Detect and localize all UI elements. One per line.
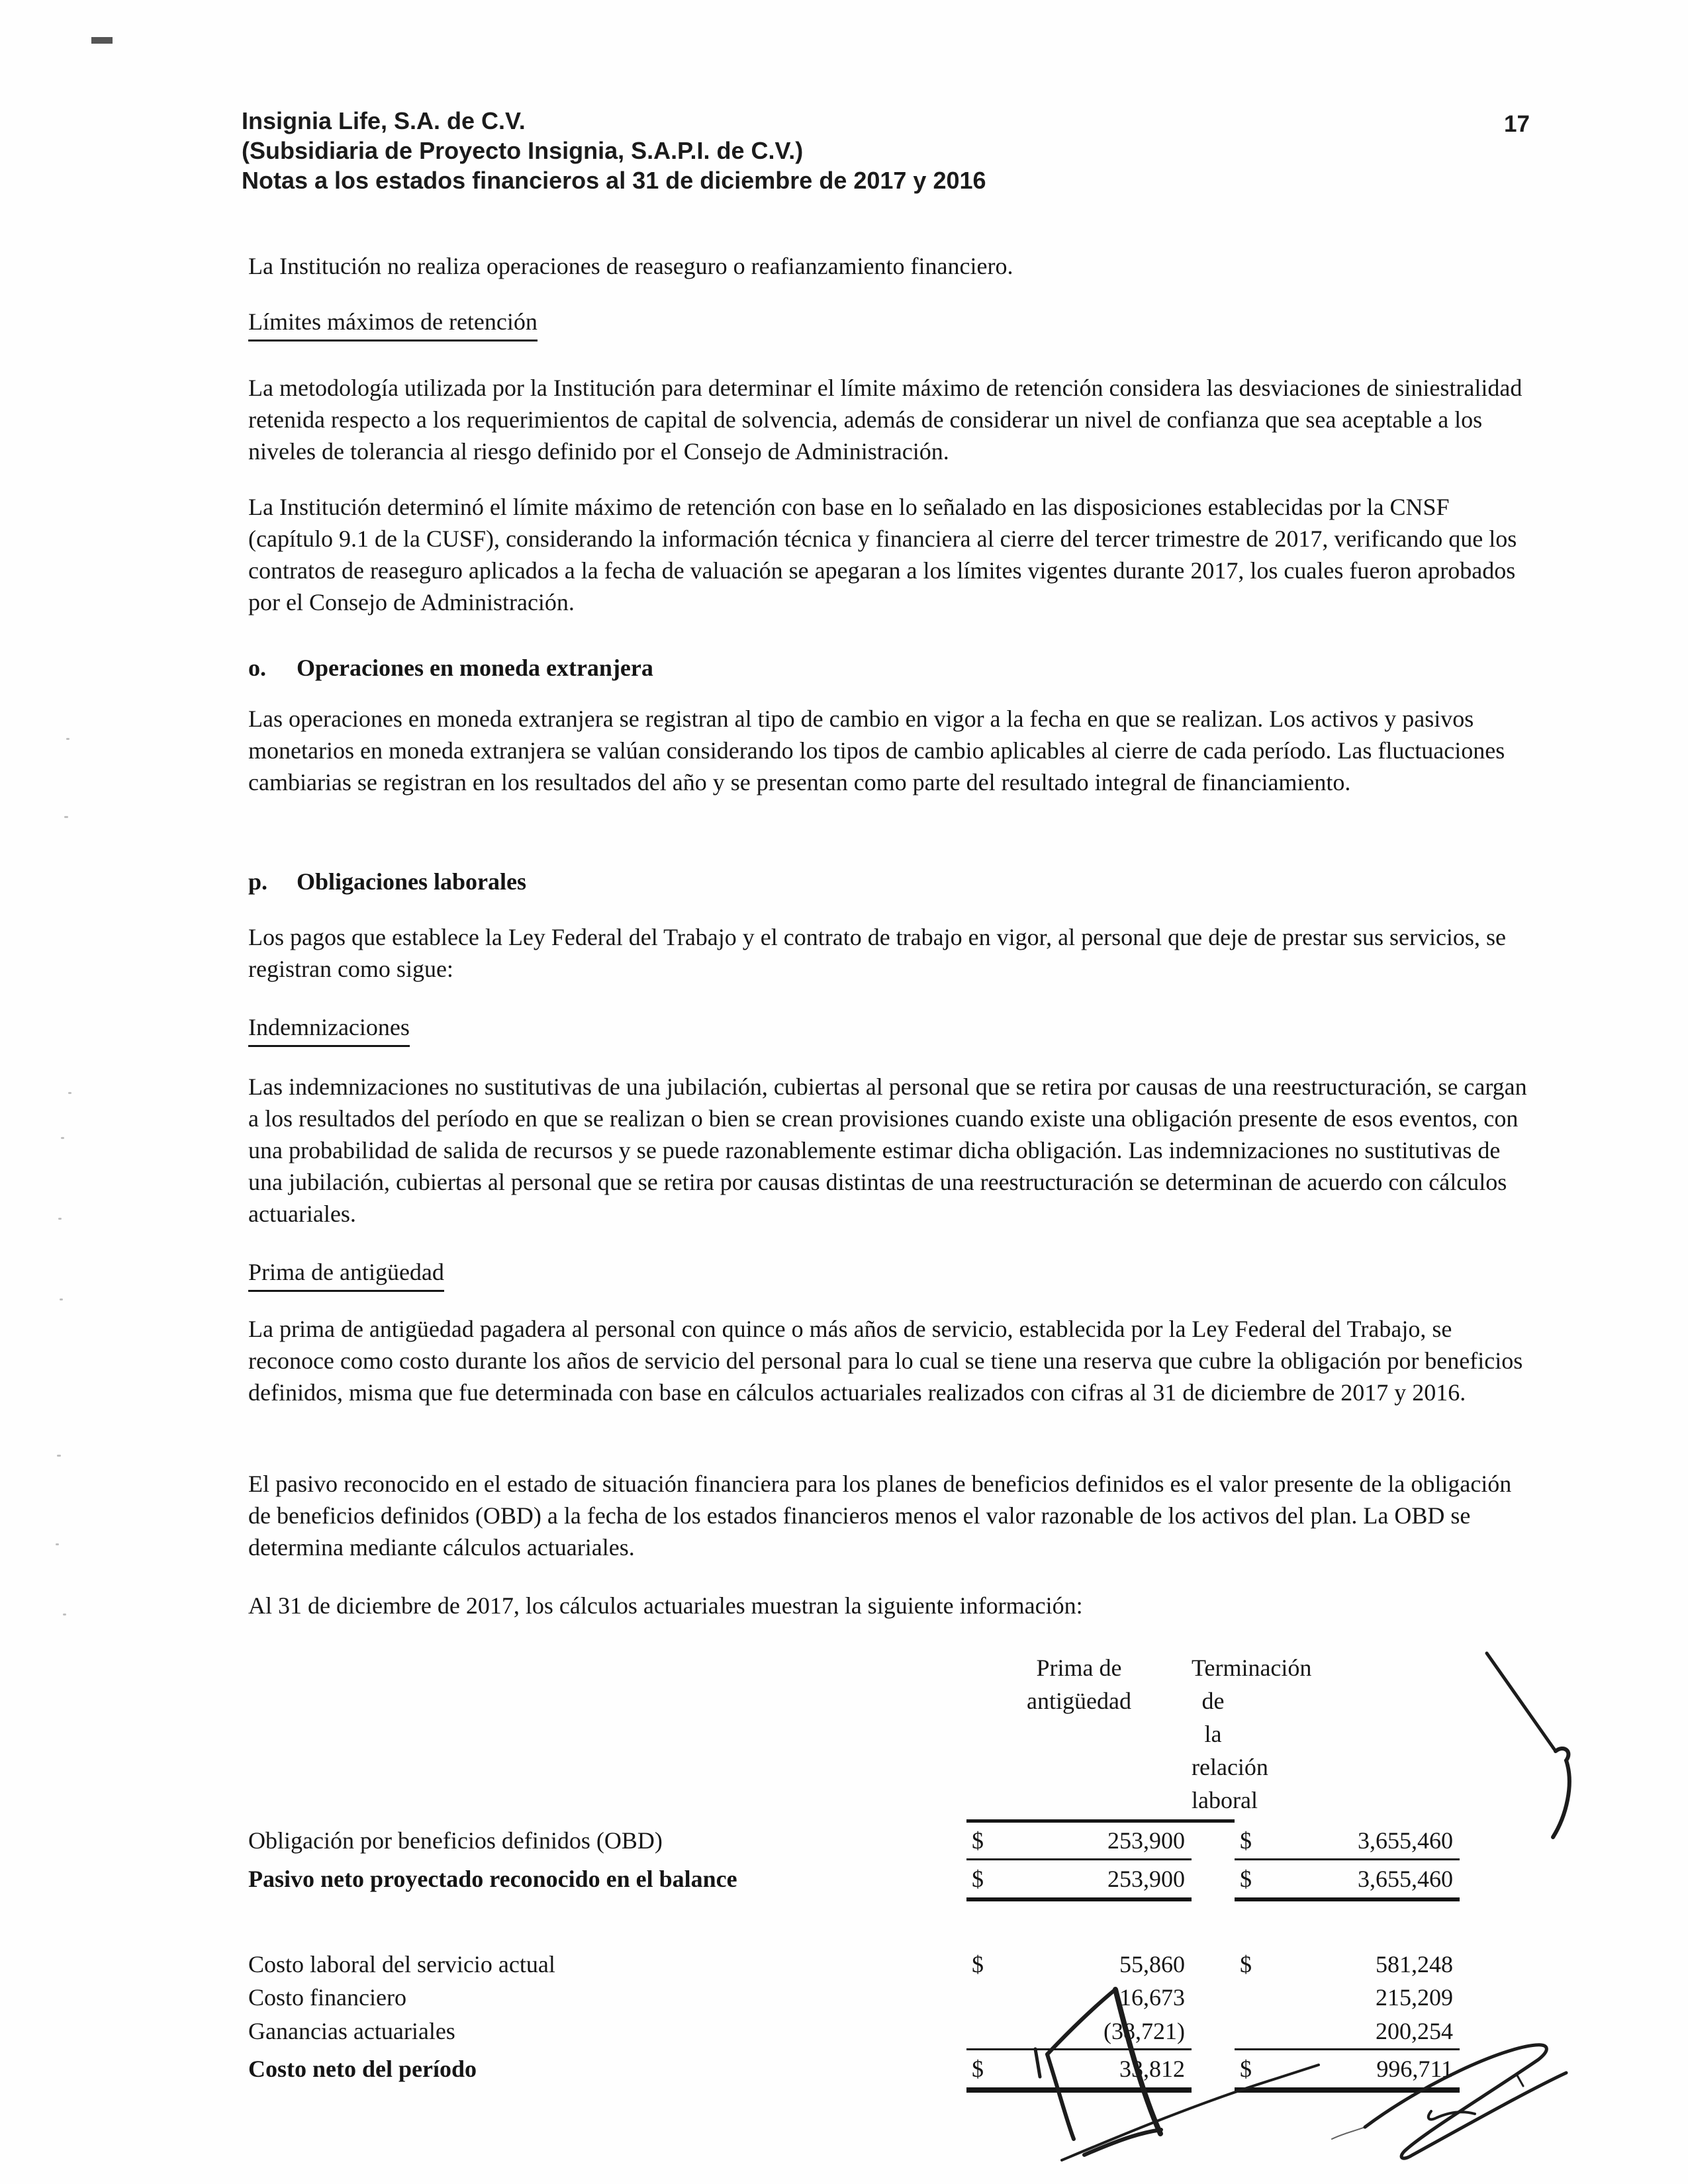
table-cell: (38,721)	[966, 2014, 1192, 2050]
table-header-spacer	[248, 1651, 966, 1823]
table-cell: $ 3,655,460	[1235, 1823, 1460, 1860]
table-cell: 16,673	[1119, 1984, 1185, 2011]
scan-artifact	[63, 1614, 66, 1615]
table-cell: 200,254	[1235, 2014, 1460, 2050]
heading-prima-antiguedad: Prima de antigüedad	[248, 1256, 1532, 1292]
scan-artifact	[58, 1218, 62, 1220]
paragraph-moneda-extranjera: Las operaciones en moneda extranjera se registran al tipo de cambio en vigor a la fecha en que se realizan. Los activos y pasivos monetarios en moneda extranjera se valúan considerando los tipos de cambio aplicables al cierre de cada período. Las fluctuaciones cambiarias se registran en los resultados del año y se presentan como parte del resultado integral de financiamiento.	[248, 705, 1505, 796]
notes-title: Notas a los estados financieros al 31 de diciembre de 2017 y 2016	[242, 167, 986, 194]
scan-artifact	[66, 738, 70, 740]
table-row-label: Pasivo neto proyectado reconocido en el balance	[248, 1866, 737, 1892]
column-header-prima-antiguedad: Prima de antigüedad	[966, 1651, 1192, 1823]
section-heading-obligaciones-laborales: p. Obligaciones laborales	[248, 868, 527, 895]
paragraph-reaseguro: La Institución no realiza operaciones de reaseguro o reafianzamiento financiero.	[248, 253, 1013, 279]
table-cell: $ 996,711	[1235, 2050, 1460, 2093]
table-row-label: Costo neto del período	[248, 2056, 477, 2082]
column-header-terminacion-laboral: Terminación de la relación laboral	[1192, 1651, 1235, 1823]
heading-limites-retencion: Límites máximos de retención	[248, 306, 1532, 341]
table-cell: $ 253,900	[966, 1860, 1192, 1901]
table-cell: $ 33,812	[966, 2050, 1192, 2093]
paragraph-indemnizaciones: Las indemnizaciones no sustitutivas de una jubilación, cubiertas al personal que se retira por causas de una reestructuración, se cargan a los resultados del período en que se realizan o bien se crean provisiones cuando existe una obligación presente de esos eventos, con una probabilidad de salida de recursos y se puede razonablemente estimar dicha obligación. Las indemnizaciones no sustitutivas de una jubilación, cubiertas al personal que se retira por causas distintas de una reestructuración se determinan de acuerdo con cálculos actuariales.	[248, 1073, 1527, 1227]
table-row-label: Costo laboral del servicio actual	[248, 1951, 555, 1978]
scan-artifact	[57, 1455, 61, 1457]
handwritten-tick-mark	[1487, 1653, 1570, 1837]
table-row-label: Costo financiero	[248, 1984, 406, 2011]
scan-artifact	[68, 1092, 71, 1094]
paragraph-pasivo-obd: El pasivo reconocido en el estado de situación financiera para los planes de beneficios definidos es el valor presente de la obligación de beneficios definidos (OBD) a la fecha de los estados financieros menos el valor razonable de los activos del plan. La OBD se determina mediante cálculos actuariales.	[248, 1471, 1512, 1561]
company-name: Insignia Life, S.A. de C.V.	[242, 107, 526, 134]
scan-artifact	[56, 1543, 59, 1545]
scan-artifact	[61, 1137, 64, 1139]
table-row-label: Obligación por beneficios definidos (OBD)	[248, 1827, 663, 1854]
heading-indemnizaciones: Indemnizaciones	[248, 1011, 1532, 1047]
scan-artifact	[60, 1298, 63, 1300]
table-cell: 215,209	[1376, 1984, 1453, 2011]
benefits-table	[248, 1651, 1460, 2093]
paragraph-limite-maximo: La Institución determinó el límite máximo de retención con base en lo señalado en las disposiciones establecidas por la CNSF (capítulo 9.1 de la CUSF), considerando la información técnica y financiera al cierre del tercer trimestre de 2017, verificando que los contratos de reaseguro aplicados a la fecha de valuación se apegaran a los límites vigentes durante 2017, los cuales fueron aprobados por el Consejo de Administración.	[248, 494, 1517, 615]
page-number: 17	[1504, 111, 1530, 137]
table-cell: $ 253,900	[966, 1823, 1192, 1860]
table-cell: $ 581,248	[1240, 1951, 1453, 1978]
table-cell: $ 3,655,460	[1235, 1860, 1460, 1901]
paragraph-intro-tabla: Al 31 de diciembre de 2017, los cálculos actuariales muestran la siguiente información:	[248, 1592, 1083, 1619]
paragraph-pagos-ley-federal: Los pagos que establece la Ley Federal del Trabajo y el contrato de trabajo en vigor, al personal que deje de prestar sus servicios, se registran como sigue:	[248, 924, 1506, 982]
paragraph-metodologia: La metodología utilizada por la Institución para determinar el límite máximo de retención considera las desviaciones de siniestralidad retenida respecto a los requerimientos de capital de solvencia, además de considerar un nivel de confianza que sea aceptable a los niveles de tolerancia al riesgo definido por el Consejo de Administración.	[248, 375, 1523, 465]
scan-artifact	[64, 816, 68, 818]
scan-artifact	[91, 37, 113, 44]
page-header	[242, 106, 986, 195]
table-cell: $ 55,860	[972, 1951, 1185, 1978]
section-heading-moneda-extranjera: o. Operaciones en moneda extranjera	[248, 655, 653, 681]
company-subsidiary: (Subsidiaria de Proyecto Insignia, S.A.P.I. de C.V.)	[242, 137, 804, 164]
paragraph-prima-antiguedad: La prima de antigüedad pagadera al personal con quince o más años de servicio, establecida por la Ley Federal del Trabajo, se reconoce como costo durante los años de servicio del personal para lo cual se tiene una reserva que cubre la obligación por beneficios definidos, misma que fue determinada con base en cálculos actuariales realizados con cifras al 31 de diciembre de 2017 y 2016.	[248, 1316, 1523, 1406]
table-row-label: Ganancias actuariales	[248, 2018, 455, 2044]
